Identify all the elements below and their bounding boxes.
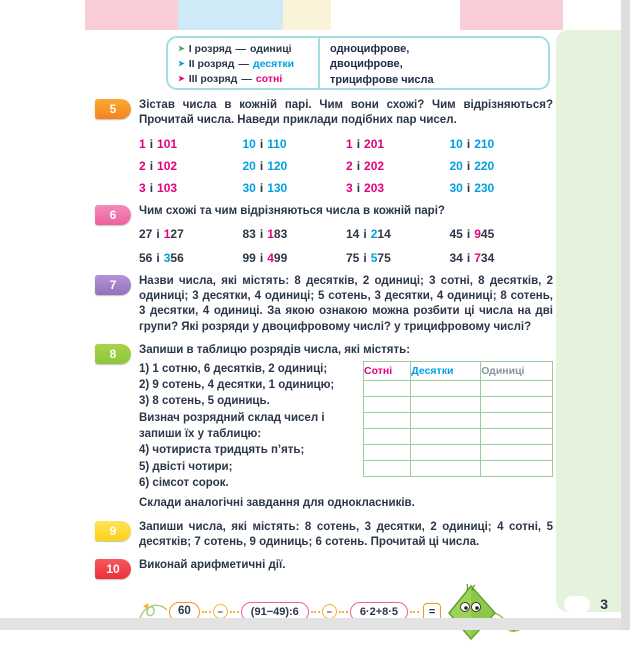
arrow-icon: ➤ xyxy=(178,74,185,84)
legend-number-types xyxy=(320,38,548,88)
chain-operator-minus: − xyxy=(322,604,337,619)
chain-connector xyxy=(202,611,211,613)
legend-type: двоцифрове, xyxy=(330,58,403,71)
table-row-empty xyxy=(364,412,553,428)
column-header-tens: Десятки xyxy=(411,361,481,380)
number-pair: 56 і 356 xyxy=(139,250,184,265)
legend-dash: — xyxy=(238,57,249,70)
number-pair: 27 і 127 xyxy=(139,227,184,242)
number-pair: 30 і 130 xyxy=(242,180,288,195)
legend-type: трицифрове числа xyxy=(330,73,434,86)
legend-row-hundreds xyxy=(178,72,312,87)
exercise-text: Чим схожі та чим відрізняються числа в кожній парі? xyxy=(139,205,445,218)
number-pair: 20 і 120 xyxy=(242,158,288,173)
page-edge xyxy=(621,0,630,630)
exercise-number-badge: 5 xyxy=(95,99,131,119)
chain-connector xyxy=(339,611,348,613)
chain-connector xyxy=(410,611,419,613)
list-item: 1) 1 сотню, 6 десятків, 2 одиниці; xyxy=(139,362,328,375)
number-pair: 10 і 210 xyxy=(449,136,495,151)
legend-term: І розряд xyxy=(188,43,232,55)
number-pair: 34 і 734 xyxy=(449,250,495,265)
chain-connector xyxy=(311,611,320,613)
legend-row-tens xyxy=(178,57,312,72)
number-pair: 45 і 945 xyxy=(449,227,495,242)
page-number: 3 xyxy=(600,596,608,612)
exercise-subtext: Визнач розрядний склад чисел і запиши їх у таблицю: xyxy=(139,411,325,440)
legend-dash: — xyxy=(235,43,247,55)
top-tab-decoration xyxy=(460,0,563,30)
exercise-number-badge: 9 xyxy=(95,521,131,541)
legend-dash: — xyxy=(241,72,252,85)
legend-row-units xyxy=(178,42,312,57)
number-pair: 2 і 102 xyxy=(139,158,178,173)
arrow-icon: ➤ xyxy=(178,44,185,54)
exercise-number-badge: 6 xyxy=(95,205,131,225)
number-pair: 10 і 110 xyxy=(242,136,287,151)
place-value-table xyxy=(363,361,553,477)
exercise-8 xyxy=(95,343,553,511)
exercise-5 xyxy=(95,98,553,196)
list-item: 4) чотириста тридцять п’ять; xyxy=(139,444,305,457)
list-item: 2) 9 сотень, 4 десятки, 1 одиницю; xyxy=(139,378,335,391)
table-row-empty xyxy=(364,444,553,460)
column-header-hundreds: Сотні xyxy=(364,361,411,380)
number-pair: 3 і 103 xyxy=(139,180,178,195)
top-tab-decoration xyxy=(283,0,331,30)
exercise-text: Виконай арифметичні дії. xyxy=(139,559,286,572)
exercise-number-badge: 10 xyxy=(95,559,131,579)
exercise-body xyxy=(139,343,553,511)
list-item: 5) двісті чотири; xyxy=(139,460,233,473)
table-row-empty xyxy=(364,380,553,396)
arrow-icon: ➤ xyxy=(178,59,185,69)
table-row-empty xyxy=(364,428,553,444)
exercise-text: Зістав числа в кожній парі. Чим вони схожі? Чим відрізняються? Прочитай числа. Наведи приклади подібних пар чисел. xyxy=(139,99,553,127)
exercise-number-badge: 7 xyxy=(95,275,131,295)
table-header-row xyxy=(364,361,553,380)
legend-value: десятки xyxy=(252,57,295,70)
chain-expression: (91−49):6 xyxy=(241,602,309,623)
exercise-text: Запиши числа, які містять: 8 сотень, 3 десятки, 2 одиниці; 4 сотні, 5 десятків; 7 сотень, 9 одиниць; 6 сотень. Прочитай ці числа. xyxy=(139,520,553,549)
exercise-body xyxy=(139,274,553,336)
exercise-body xyxy=(139,204,553,266)
number-pair: 2 і 202 xyxy=(346,158,385,173)
number-pairs-grid xyxy=(139,226,553,265)
place-value-legend xyxy=(166,36,550,90)
exercise-body xyxy=(139,520,553,551)
number-pairs-grid xyxy=(139,136,553,196)
number-pair: 30 і 230 xyxy=(449,180,495,195)
chain-equals: = xyxy=(423,603,441,621)
column-header-units: Одиниці xyxy=(481,361,553,380)
number-pair: 1 і 101 xyxy=(139,136,178,151)
legend-type: одноцифрове, xyxy=(330,43,410,55)
table-row-empty xyxy=(364,396,553,412)
exercise-7 xyxy=(95,274,553,336)
table-row-empty xyxy=(364,460,553,476)
exercise-text: Склади аналогічні завдання для однокласників. xyxy=(139,497,415,510)
exercise-list xyxy=(139,361,353,492)
page-number-pill xyxy=(564,596,590,613)
exercise-6 xyxy=(95,204,553,266)
chain-operator-minus: − xyxy=(213,604,228,619)
list-item: 6) сімсот сорок. xyxy=(139,476,229,489)
exercise-text: Назви числа, які містять: 8 десятків, 2 одиниці; 3 сотні, 8 десятків, 2 одиниці; 3 десятки, 4 одиниці; 5 сотень, 3 десятки, 4 одиниці; 8 сотень, 3 десятки, 4 одиниці. За якою ознакою можна розбити ці числа на дві групи? Які розряди у двоцифровому числі? у трицифровому числі? xyxy=(139,274,553,333)
chain-connector xyxy=(230,611,239,613)
legend-term: ІІІ розряд xyxy=(188,72,238,85)
exercise-number-badge: 8 xyxy=(95,344,131,364)
legend-value: одиниці xyxy=(250,43,292,55)
number-pair: 14 і 214 xyxy=(346,227,391,242)
number-pair: 83 і 183 xyxy=(242,227,288,242)
chain-start-number: 60 xyxy=(169,602,200,621)
number-pair: 1 і 201 xyxy=(346,136,385,151)
kite-character xyxy=(443,583,538,641)
legend-ranks xyxy=(168,38,320,88)
number-pair: 99 і 499 xyxy=(242,250,288,265)
list-item: 3) 8 сотень, 5 одиниць. xyxy=(139,395,270,408)
legend-value: сотні xyxy=(255,72,283,85)
page-margin-strip xyxy=(556,30,622,612)
exercise-body xyxy=(139,98,553,196)
page-edge xyxy=(0,618,630,630)
exercise-9 xyxy=(95,520,553,551)
number-pair: 3 і 203 xyxy=(346,180,385,195)
exercise-text: Запиши в таблицю розрядів числа, які містять: xyxy=(139,344,411,357)
top-tab-decoration xyxy=(178,0,283,30)
page-content xyxy=(95,98,553,649)
number-pair: 20 і 220 xyxy=(449,158,495,173)
arithmetic-chain xyxy=(139,583,553,641)
top-tab-decoration xyxy=(85,0,178,30)
number-pair: 75 і 575 xyxy=(346,250,391,265)
chain-expression: 6·2+8·5 xyxy=(350,602,408,623)
legend-term: ІІ розряд xyxy=(188,57,235,70)
